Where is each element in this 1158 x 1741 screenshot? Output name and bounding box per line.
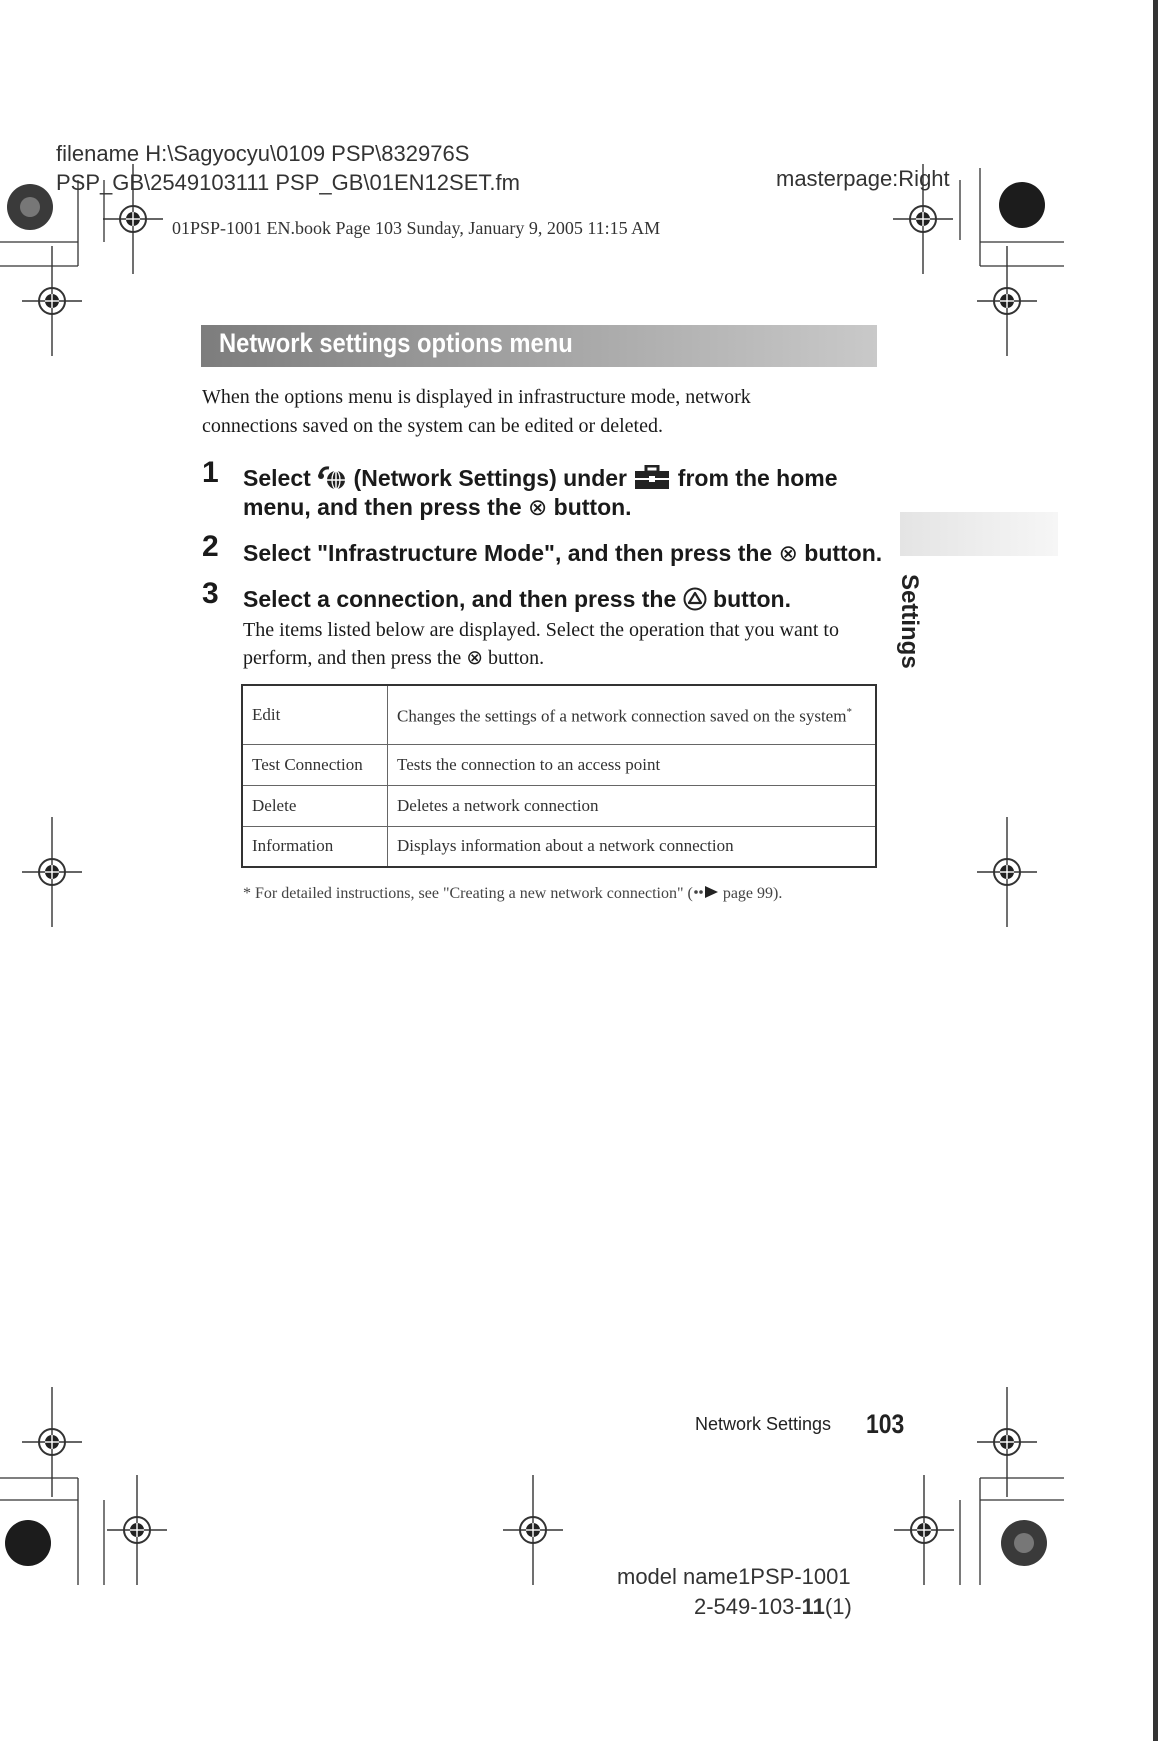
step-description-text: button. [483,647,545,669]
network-settings-icon [317,465,347,491]
filename-line-2: PSP_GB\2549103111 PSP_GB\01EN12SET.fm [56,170,520,195]
footnote-text: * For detailed instructions, see "Creating a new network connection" ( [243,885,693,902]
option-name: Test Connection [242,744,388,785]
cross-button-icon: ⊗ [778,541,798,567]
option-description-text: Changes the settings of a network connection saved on the system [397,707,847,727]
options-table [241,684,877,868]
masterpage-label: masterpage:Right [776,166,950,191]
step-description-text: The items listed below are displayed. Select the operation that you want to perform, and then press the [243,619,839,669]
book-info-line: 01PSP-1001 EN.book Page 103 Sunday, January 9, 2005 11:15 AM [172,218,661,238]
step-number: 3 [202,577,219,610]
cross-button-icon: ⊗ [528,495,548,521]
option-name: Information [242,826,388,867]
step-1-line-2 [243,493,632,523]
footnote-text: page 99). [722,885,783,902]
option-description: Displays information about a network connection [388,826,877,867]
part-code-suffix: (1) [824,1594,852,1619]
filename-line-1: filename H:\Sagyocyu\0109 PSP\832976S [56,141,470,166]
toolbox-icon [633,465,671,491]
table-row [242,785,876,826]
registration-crosshair-icon [22,164,1037,1585]
option-name: Delete [242,785,388,826]
step-text: menu, and then press the [243,494,528,520]
option-name: Edit [242,685,388,744]
part-code-bold: 11 [801,1594,825,1619]
footnote [243,885,782,903]
step-text: from the home [671,465,838,491]
step-1-line-1 [243,464,838,493]
table-row [242,744,876,785]
step-number: 2 [202,530,219,563]
step-text: button. [706,586,791,612]
footnote-mark: * [846,706,852,719]
page-reference-arrow-icon [693,885,723,899]
part-code-prefix: 2-549-103- [694,1594,802,1619]
step-3-line [243,585,791,614]
step-text: (Network Settings) under [353,465,634,491]
step-2-line [243,539,882,569]
table-row [242,685,876,744]
page-number: 103 [866,1409,905,1439]
step-text: Select [243,465,318,491]
step-number: 1 [202,456,219,489]
section-title: Network settings options menu [219,328,573,358]
option-description: Tests the connection to an access point [388,744,877,785]
side-tab-label: Settings [896,574,923,669]
option-description: Deletes a network connection [388,785,877,826]
option-description [388,685,877,744]
intro-paragraph: When the options menu is displayed in infrastructure mode, network connections saved on the system can be edited or deleted. [202,386,751,437]
cross-button-icon: ⊗ [466,645,484,669]
step-text: Select "Infrastructure Mode", and then press the [243,540,779,566]
page-edge [1153,0,1158,1741]
step-text: button. [797,540,883,566]
model-name: model name1PSP-1001 [617,1564,851,1589]
step-3-description [243,617,883,672]
side-tab [900,512,1058,556]
table-row [242,826,876,867]
step-text: Select a connection, and then press the [243,586,683,612]
triangle-button-icon [683,587,707,611]
part-code [694,1594,852,1620]
step-text: button. [547,494,632,520]
footer-section-name: Network Settings [695,1414,832,1434]
